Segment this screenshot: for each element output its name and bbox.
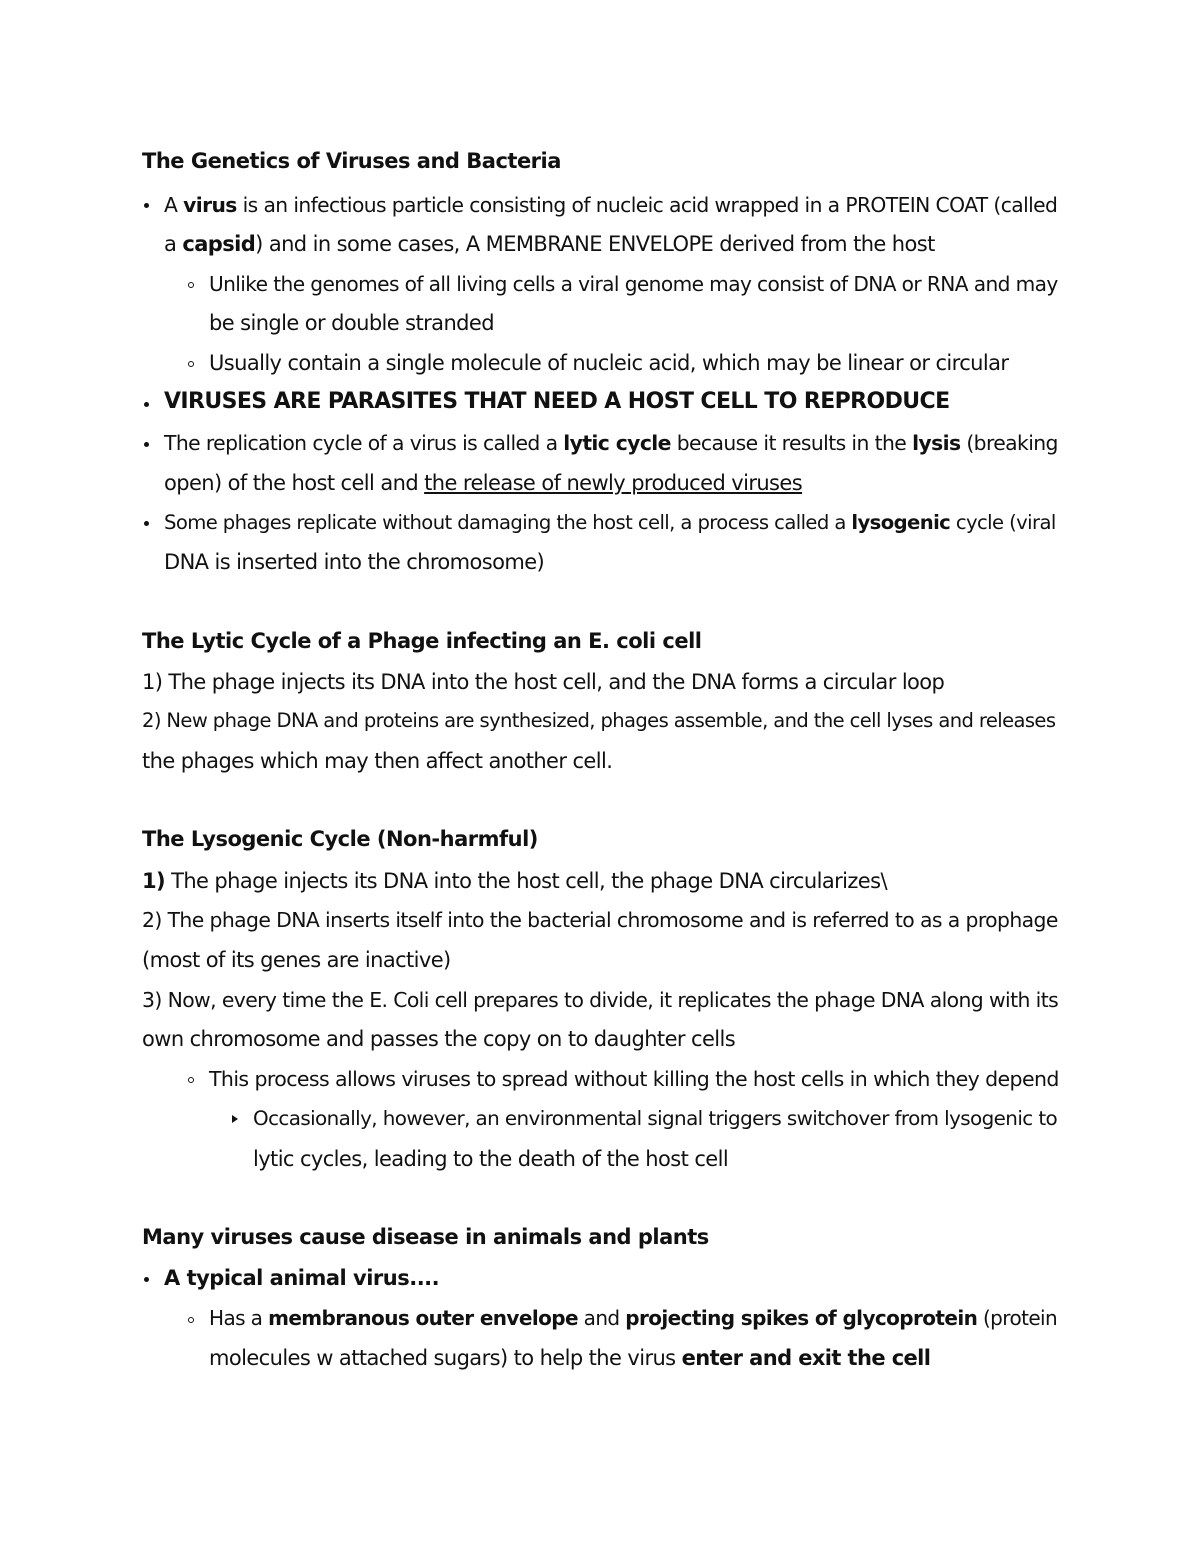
sub-bullet-envelope-line2: molecules w attached sugars) to help the virus enter and exit the cell xyxy=(209,1346,931,1370)
sub-bullet-genome-line1: Unlike the genomes of all living cells a viral genome may consist of DNA or RNA and may xyxy=(209,272,1058,296)
bullet-ring-icon xyxy=(188,1077,194,1083)
bullet-lytic-line2: open) of the host cell and the release of newly produced viruses xyxy=(164,471,803,495)
bullet-lysogenic-line1: Some phages replicate without damaging the host cell, a process called a lysogenic cycle (viral xyxy=(164,511,1056,534)
bullet-dot-icon xyxy=(144,442,149,447)
lysogenic-step-2-line1: 2) The phage DNA inserts itself into the bacterial chromosome and is referred to as a prophage xyxy=(142,908,1058,932)
section-heading-disease: Many viruses cause disease in animals and plants xyxy=(142,1225,709,1249)
bullet-typical-animal-virus: A typical animal virus.... xyxy=(164,1266,440,1290)
bullet-ring-icon xyxy=(188,361,194,367)
term-enter-exit-cell: enter and exit the cell xyxy=(681,1346,931,1370)
bullet-virus-line2: a capsid) and in some cases, A MEMBRANE ENVELOPE derived from the host xyxy=(164,232,935,256)
sub-bullet-spread: This process allows viruses to spread without killing the host cells in which they depend xyxy=(209,1067,1059,1091)
lysogenic-step-2-line2: (most of its genes are inactive) xyxy=(142,948,451,972)
sub-bullet-nucleic-acid: Usually contain a single molecule of nucleic acid, which may be linear or circular xyxy=(209,351,1009,375)
section-heading-lysogenic-cycle: The Lysogenic Cycle (Non-harmful) xyxy=(142,827,538,851)
bullet-dot-icon xyxy=(144,203,149,208)
term-glycoprotein-spikes: projecting spikes of glycoprotein xyxy=(625,1306,978,1330)
lytic-step-1: 1) The phage injects its DNA into the host cell, and the DNA forms a circular loop xyxy=(142,670,945,694)
section-heading-lytic-cycle: The Lytic Cycle of a Phage infecting an E. coli cell xyxy=(142,629,702,653)
term-virus: virus xyxy=(183,193,237,217)
bullet-lytic-line1: The replication cycle of a virus is called a lytic cycle because it results in the lysis (breaking xyxy=(164,431,1058,455)
bullet-lysogenic-line2: DNA is inserted into the chromosome) xyxy=(164,550,545,574)
bullet-dot-icon xyxy=(144,402,149,407)
lysogenic-step-3-line2: own chromosome and passes the copy on to daughter cells xyxy=(142,1027,736,1051)
term-capsid: capsid xyxy=(182,232,256,256)
term-lysis: lysis xyxy=(912,431,961,455)
lysogenic-step-1: 1) The phage injects its DNA into the host cell, the phage DNA circularizes\ xyxy=(142,869,887,893)
underlined-release-phrase: the release of newly produced viruses xyxy=(424,471,803,495)
lysogenic-step-3-line1: 3) Now, every time the E. Coli cell prepares to divide, it replicates the phage DNA along with its xyxy=(142,988,1059,1012)
sub-sub-bullet-switchover-line1: Occasionally, however, an environmental signal triggers switchover from lysogenic to xyxy=(253,1107,1058,1130)
bullet-triangle-icon xyxy=(232,1115,238,1123)
sub-bullet-genome-line2: be single or double stranded xyxy=(209,311,494,335)
section-heading-genetics: The Genetics of Viruses and Bacteria xyxy=(142,149,561,173)
lytic-step-2-line1: 2) New phage DNA and proteins are synthesized, phages assemble, and the cell lyses and releases xyxy=(142,709,1056,732)
bullet-dot-icon xyxy=(144,521,149,526)
bullet-ring-icon xyxy=(188,282,194,288)
term-lytic-cycle: lytic cycle xyxy=(563,431,671,455)
sub-bullet-envelope-line1: Has a membranous outer envelope and projecting spikes of glycoprotein (protein xyxy=(209,1306,1058,1330)
bullet-virus-line1: A virus is an infectious particle consisting of nucleic acid wrapped in a PROTEIN COAT (called xyxy=(164,193,1058,217)
bullet-parasites: VIRUSES ARE PARASITES THAT NEED A HOST CELL TO REPRODUCE xyxy=(164,389,950,414)
lytic-step-2-line2: the phages which may then affect another cell. xyxy=(142,749,613,773)
term-lysogenic: lysogenic xyxy=(851,511,951,534)
bullet-dot-icon xyxy=(144,1277,149,1282)
bullet-ring-icon xyxy=(188,1317,194,1323)
term-membranous-envelope: membranous outer envelope xyxy=(268,1306,578,1330)
sub-sub-bullet-switchover-line2: lytic cycles, leading to the death of the host cell xyxy=(253,1147,729,1171)
